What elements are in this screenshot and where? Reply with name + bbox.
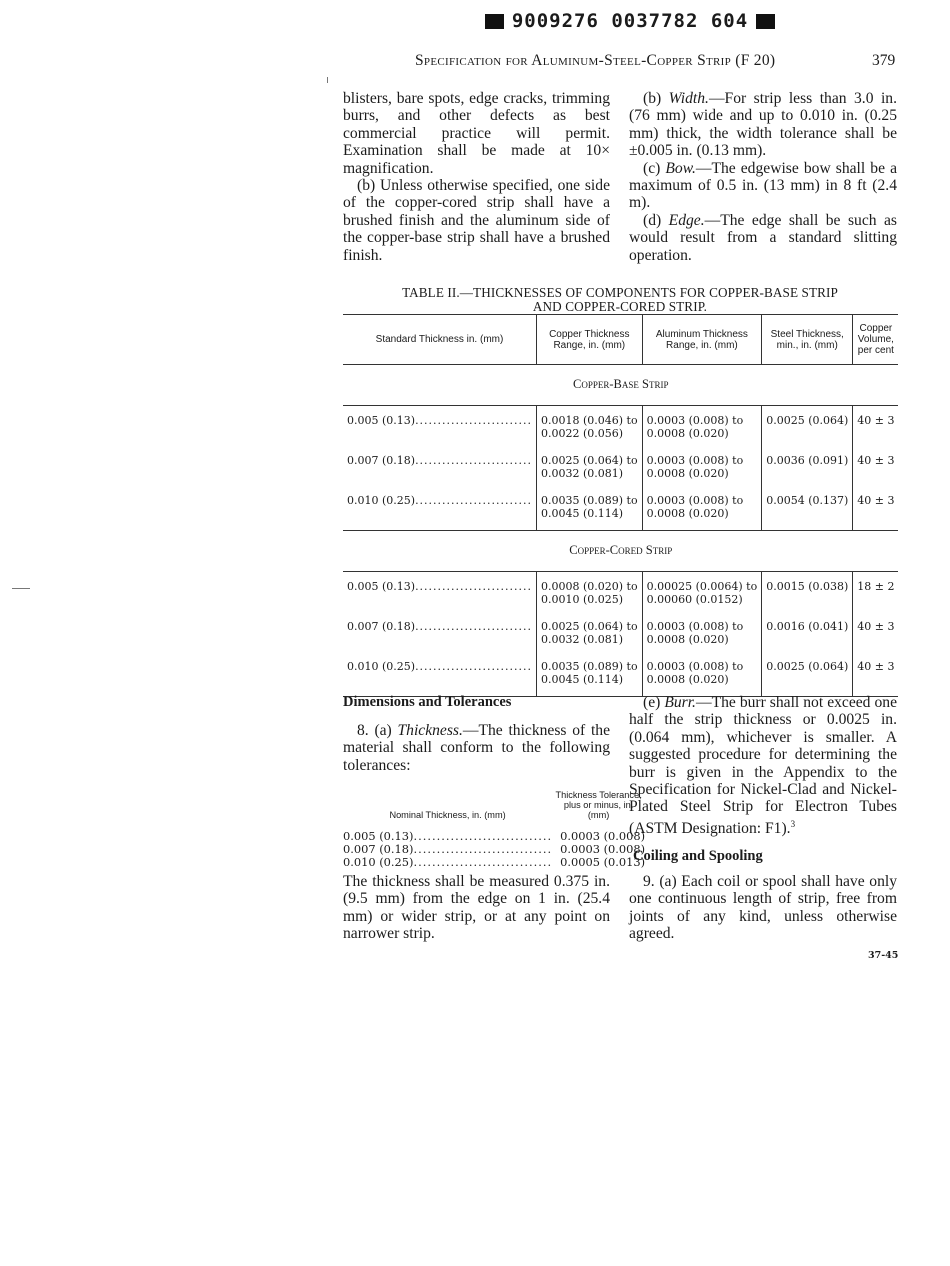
edge-title: Edge. bbox=[668, 211, 705, 229]
table-title-line-1: TABLE II.—THICKNESSES OF COMPONENTS FOR COPPER-BASE STRIP bbox=[402, 285, 838, 300]
table-row: 0.007 (0.18) .......................... 0.0025 (0.064) to 0.0032 (0.081) 0.0003 (0.008) to 0.0008 (0.020) 0.0036 (0.091) 40 ± 3 bbox=[343, 446, 898, 486]
finish-paragraph: (b) Unless otherwise specified, one side of the copper-cored strip shall have a brushed finish and the aluminum side of the copper-base strip shall have a brushed finish. bbox=[343, 177, 610, 264]
dimensions-heading: Dimensions and Tolerances bbox=[343, 694, 512, 710]
section-heading: Copper-Base Strip bbox=[343, 365, 898, 406]
thickness-title: Thickness. bbox=[397, 722, 463, 739]
width-paragraph: (b) Width.—For strip less than 3.0 in. (76 mm) wide and up to 0.010 in. (0.25 mm) thick, the width tolerance shall be ±0.005 in. (0.13 mm). bbox=[629, 90, 897, 160]
table-row: 0.007 (0.18) .............................. 0.0003 (0.008) bbox=[343, 842, 646, 856]
col-header-standard: Standard Thickness in. (mm) bbox=[343, 315, 536, 365]
document-code bbox=[485, 8, 775, 34]
table-row: 0.005 (0.13) .............................. 0.0003 (0.008) bbox=[343, 829, 646, 843]
col-header-aluminum: Aluminum Thickness Range, in. (mm) bbox=[642, 315, 762, 365]
page-number: 379 bbox=[872, 52, 896, 69]
bow-title: Bow. bbox=[665, 159, 696, 177]
components-table bbox=[343, 314, 898, 697]
scan-mark bbox=[12, 588, 30, 589]
table-row: 0.010 (0.25) .......................... 0.0035 (0.089) to 0.0045 (0.114) 0.0003 (0.008) to 0.0008 (0.020) 0.0025 (0.064) 40 ± 3 bbox=[343, 652, 898, 697]
section-copper-base bbox=[343, 365, 898, 531]
table-row: 0.010 (0.25) .............................. 0.0005 (0.013) bbox=[343, 855, 646, 869]
table-title bbox=[343, 286, 897, 313]
tol-header-tolerance: Thickness Tolerance, plus or minus, in. (mm) bbox=[555, 790, 642, 820]
col-header-volume: Copper Volume, per cent bbox=[853, 315, 899, 365]
col-header-copper: Copper Thickness Range, in. (mm) bbox=[536, 315, 642, 365]
table-row: 0.007 (0.18) .......................... 0.0025 (0.064) to 0.0032 (0.081) 0.0003 (0.008) to 0.0008 (0.020) 0.0016 (0.041) 40 ± 3 bbox=[343, 612, 898, 652]
burr-title: Burr. bbox=[664, 694, 696, 711]
thickness-paragraph: 8. (a) Thickness.—The thickness of the material shall conform to the following tolerances: bbox=[343, 722, 610, 774]
barcode-block-right bbox=[756, 14, 775, 29]
left-column-top bbox=[343, 90, 610, 264]
barcode-block-left bbox=[485, 14, 504, 29]
defects-paragraph: blisters, bare spots, edge cracks, trimming burrs, and other defects as best commercial practice will permit. Examination shall be made at 10× magnification. bbox=[343, 90, 610, 177]
burr-paragraph: (e) Burr.—The burr shall not exceed one half the strip thickness or 0.0025 in. (0.064 mm), whichever is smaller. A suggested procedure for determining the burr is given in the Appendix to the Specification for Nickel-Clad and Nickel-Plated Steel Strip for Electron Tubes (ASTM Designation: F1).$^3$ bbox=[629, 694, 897, 838]
footer-code: 37-45 bbox=[868, 950, 899, 961]
section-copper-cored bbox=[343, 531, 898, 697]
width-title: Width. bbox=[668, 90, 709, 107]
scan-mark bbox=[327, 77, 328, 83]
col-header-steel: Steel Thickness, min., in. (mm) bbox=[762, 315, 853, 365]
bow-paragraph: (c) Bow.—The edgewise bow shall be a maximum of 0.5 in. (13 mm) in 8 ft (2.4 m). bbox=[629, 159, 898, 212]
edge-paragraph: (d) Edge.—The edge shall be such as would result from a standard slitting operation. bbox=[629, 211, 897, 264]
coiling-paragraph: 9. (a) Each coil or spool shall have only one continuous length of strip, free from joints of any kind, unless otherwise agreed. bbox=[629, 873, 897, 943]
tolerance-table bbox=[343, 789, 645, 869]
right-column-top bbox=[629, 90, 897, 264]
table-row: 0.005 (0.13) .......................... 0.0008 (0.020) to 0.0010 (0.025) 0.00025 (0.0064) to 0.00060 (0.0152) 0.0015 (0.038) 18 ± 2 bbox=[343, 572, 898, 613]
document-code-text: 9009276 0037782 604 bbox=[511, 10, 749, 32]
section-heading: Copper-Cored Strip bbox=[343, 531, 898, 572]
table-header-row bbox=[343, 315, 898, 365]
running-title: Specification for Aluminum-Steel-Copper Strip (F 20) bbox=[415, 52, 776, 69]
measurement-paragraph: The thickness shall be measured 0.375 in. (9.5 mm) from the edge on 1 in. (25.4 mm) or wider strip, or at any point on narrower strip. bbox=[343, 873, 610, 943]
tol-header-nominal: Nominal Thickness, in. (mm) bbox=[389, 810, 506, 820]
coiling-heading: Coiling and Spooling bbox=[633, 848, 763, 864]
table-row: 0.005 (0.13) .......................... 0.0018 (0.046) to 0.0022 (0.056) 0.0003 (0.008) to 0.0008 (0.020) 0.0025 (0.064) 40 ± 3 bbox=[343, 406, 898, 447]
table-title-line-2: AND COPPER-CORED STRIP. bbox=[532, 298, 708, 314]
table-row: 0.010 (0.25) .......................... 0.0035 (0.089) to 0.0045 (0.114) 0.0003 (0.008) to 0.0008 (0.020) 0.0054 (0.137) 40 ± 3 bbox=[343, 486, 898, 531]
